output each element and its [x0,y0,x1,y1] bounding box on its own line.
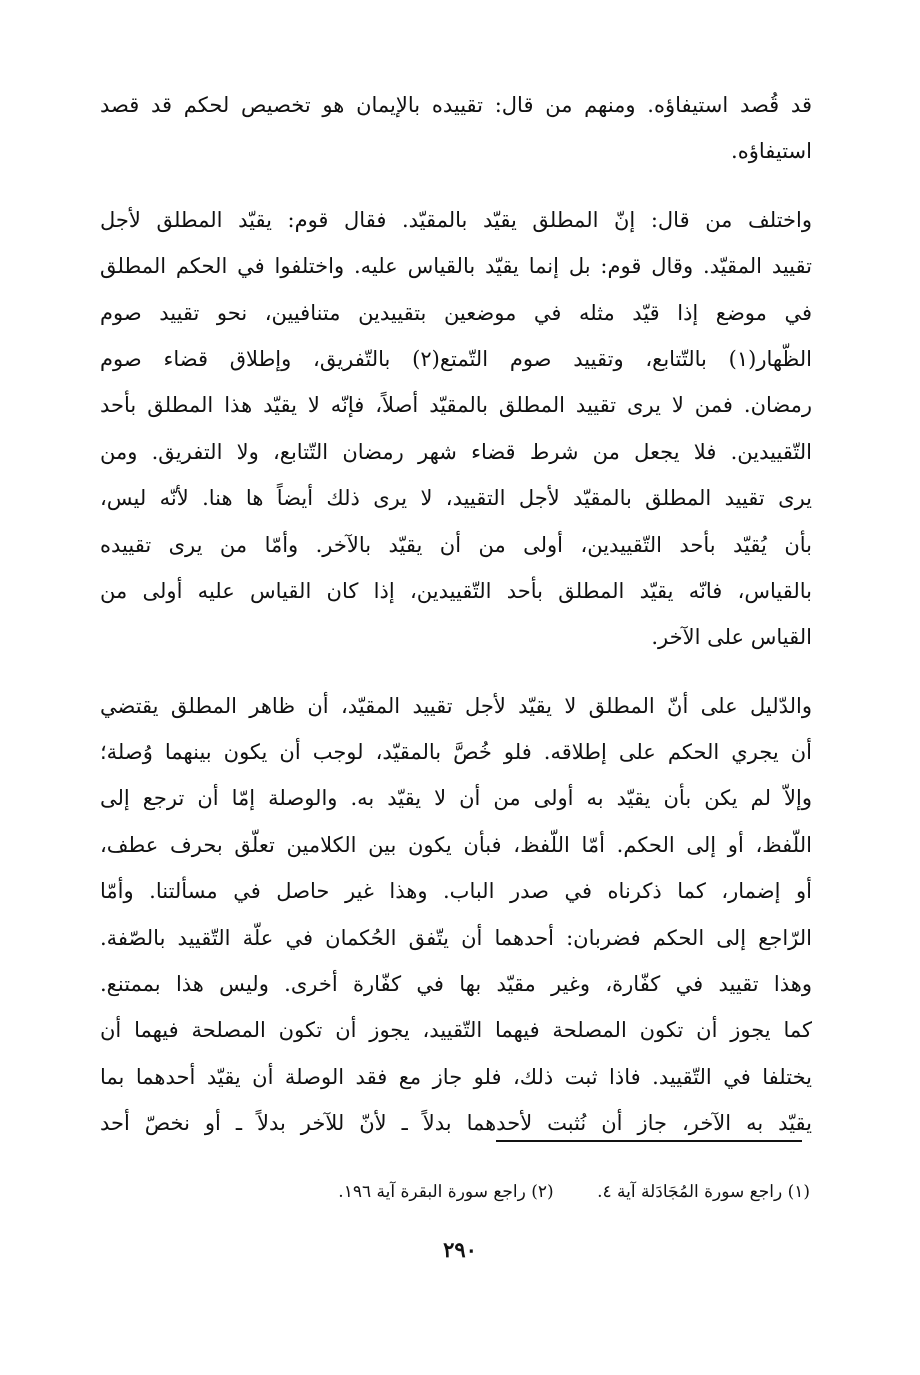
text-line: واختلف من قال: إنّ المطلق يقيّد بالمقيّد. فقال قوم: يقيّد المطلق لأجل [100,207,812,232]
text-line: التّقييدين. فلا يجعل من شرط قضاء شهر رمضان التّتابع، ولا التفريق. ومن [100,439,812,464]
text-line: أو إضمار، كما ذكرناه في صدر الباب. وهذا غير حاصل في مسألتنا. وأمّا [100,879,812,904]
text-line: الظّهار(١) بالتّتابع، وتقييد صوم التّمتع(٢) بالتّفريق، وإطلاق قضاء صوم [100,346,812,371]
text-line: بأن يُقيّد بأحد التّقييدين، أولى من أن يقيّد بالآخر. وأمّا من يرى تقييده [100,532,812,557]
footnote-1: (١) راجع سورة المُجَادَلة آية ٤. [597,1182,810,1202]
text-line: رمضان. فمن لا يرى تقييد المطلق بالمقيّد أصلاً، فإنّه لا يقيّد هذا المطلق بأحد [100,393,812,418]
paragraph-3 [100,683,812,1147]
text-line: يرى تقييد المطلق بالمقيّد لأجل التقييد، لا يرى ذلك أيضاً ها هنا. لأنّه ليس، [100,486,812,511]
page-number: ٢٩٠ [443,1237,477,1262]
text-line: وهذا تقييد في كفّارة، وغير مقيّد بها في كفّارة أخرى. وليس هذا بممتنع. [100,972,812,997]
text-line: يقيّد به الآخر، جاز أن نُثبت لأحدهما بدلاً ـ لأنّ للآخر بدلاً ـ أو نخصّ أحد [100,1111,812,1136]
paragraph-1 [100,82,812,175]
text-line: قد قُصد استيفاؤه. ومنهم من قال: تقييده بالإيمان هو تخصيص لحكم قد قصد [100,93,812,117]
footnote-divider [496,1140,802,1142]
footnote-2: (٢) راجع سورة البقرة آية ١٩٦. [338,1182,554,1202]
text-line: تقييد المقيّد. وقال قوم: بل إنما يقيّد بالقياس عليه. واختلفوا في الحكم المطلق [100,254,812,279]
text-line: في موضع إذا قيّد مثله في موضعين بتقييدين متنافيين، نحو تقييد صوم [100,300,812,325]
page-body [100,82,812,1282]
text-line: كما يجوز أن تكون المصلحة فيهما التّقييد، يجوز أن تكون المصلحة فيهما أن [100,1018,812,1043]
text-line: اللّفظ، أو إلى الحكم. أمّا اللّفظ، فبأن يكون بين الكلامين تعلّق بحرف عطف، [100,832,812,857]
text-line: الرّاجع إلى الحكم فضربان: أحدهما أن يتّفق الحُكمان في علّة التّقييد بالصّفة. [100,925,812,950]
text-line: القياس على الآخر. [651,625,812,650]
text-line: أن يجري الحكم على إطلاقه. فلو خُصَّ بالمقيّد، لوجب أن يكون بينهما وُصلة؛ [100,740,812,765]
text-line: وإلاّ لم يكن بأن يقيّد به أولى من أن لا يقيّد به. والوصلة إمّا أن ترجع إلى [100,786,812,811]
text-line: والدّليل على أنّ المطلق لا يقيّد لأجل تقييد المقيّد، أن ظاهر المطلق يقتضي [100,693,812,718]
text-line: يختلفا في التّقييد. فاذا ثبت ذلك، فلو جاز مع فقد الوصلة أن يقيّد أحدهما بما [100,1064,812,1089]
paragraph-2 [100,197,812,661]
footnotes [250,1178,810,1206]
text-line: استيفاؤه. [731,139,812,164]
text-line: بالقياس، فانّه يقيّد المطلق بأحد التّقييدين، إذا كان القياس عليه أولى من [100,578,812,603]
